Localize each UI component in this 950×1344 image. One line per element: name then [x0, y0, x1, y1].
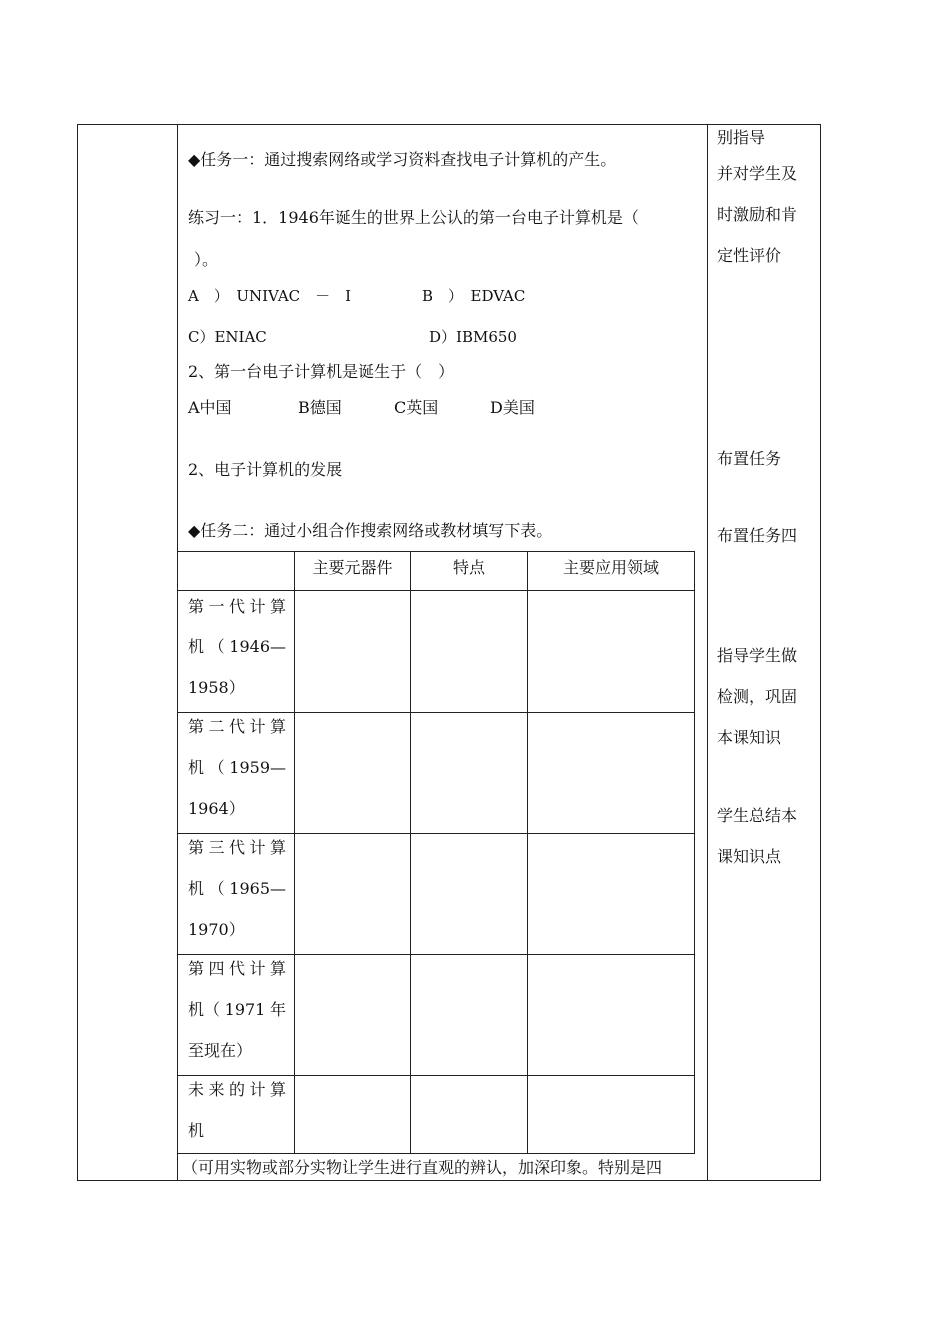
task2-heading: ◆任务二：通过小组合作搜索网络或教材填写下表。: [188, 521, 553, 540]
header-features: 特点: [452, 558, 485, 577]
question1-option-b: B ） EDVAC: [422, 287, 526, 305]
row1-line3: 1958）: [188, 678, 245, 697]
inner-table-row-line-4: [178, 954, 695, 955]
inner-table-right: [694, 551, 695, 1154]
right-col-line-6: 布置任务四: [717, 526, 798, 545]
row3-line3: 1970）: [188, 920, 245, 939]
right-col-line-3: 时激励和肯: [717, 205, 798, 224]
question1-option-d: D）IBM650: [429, 328, 517, 346]
question1-option-a: A ） UNIVAC － I: [188, 287, 352, 305]
row3-line2: 机 （ 1965—: [188, 879, 286, 898]
inner-table-row-line-1: [178, 590, 695, 591]
header-applications: 主要应用领域: [562, 558, 659, 577]
footer-note: （可用实物或部分实物让学生进行直观的辨认，加深印象。特别是四: [182, 1158, 663, 1177]
inner-table-row-line-3: [178, 833, 695, 834]
inner-table-col-line-1: [294, 551, 295, 1154]
question2: 2、第一台电子计算机是诞生于（ ）: [188, 362, 455, 381]
question1-option-c: C）ENIAC: [188, 328, 267, 346]
question1-line2: ）。: [194, 250, 219, 269]
right-col-line-5: 布置任务: [717, 449, 782, 468]
right-col-line-4: 定性评价: [717, 246, 782, 265]
row5-line2: 机: [188, 1121, 205, 1140]
inner-table-row-line-2: [178, 712, 695, 713]
inner-table-col-line-2: [410, 551, 411, 1154]
outer-bottom-border: [77, 1180, 821, 1181]
row2-line2: 机 （ 1959—: [188, 758, 286, 777]
inner-table-row-line-5: [178, 1075, 695, 1076]
task1-heading: ◆任务一：通过搜索网络或学习资料查找电子计算机的产生。: [188, 150, 617, 169]
question2-option-b: B德国: [298, 398, 342, 417]
outer-col-divider-1: [177, 124, 178, 1181]
right-col-line-2: 并对学生及: [717, 164, 798, 183]
row1-line1: 第 一 代 计 算: [188, 597, 286, 616]
row4-line1: 第 四 代 计 算: [188, 959, 286, 978]
right-col-line-8: 检测，巩固: [717, 687, 798, 706]
inner-table-col-line-3: [527, 551, 528, 1154]
question1-line1: 练习一：1．1946年诞生的世界上公认的第一台电子计算机是（: [188, 208, 639, 227]
section2-heading: 2、电子计算机的发展: [188, 460, 343, 479]
header-components: 主要元器件: [312, 558, 393, 577]
row4-line3: 至现在）: [188, 1041, 253, 1060]
inner-table-bottom: [178, 1153, 695, 1154]
right-col-line-1: 别指导: [717, 128, 766, 147]
row5-line1: 未 来 的 计 算: [188, 1080, 286, 1099]
row2-line3: 1964）: [188, 799, 245, 818]
right-col-line-10: 学生总结本: [717, 806, 798, 825]
outer-col-divider-2: [707, 124, 708, 1181]
inner-table-top: [178, 551, 695, 552]
outer-left-border: [77, 124, 78, 1181]
row3-line1: 第 三 代 计 算: [188, 838, 286, 857]
question2-option-a: A中国: [188, 398, 232, 417]
right-col-line-7: 指导学生做: [717, 646, 798, 665]
question2-option-d: D美国: [490, 398, 535, 417]
outer-top-border: [77, 124, 821, 125]
row2-line1: 第 二 代 计 算: [188, 717, 286, 736]
right-col-line-9: 本课知识: [717, 728, 782, 747]
question2-option-c: C英国: [394, 398, 439, 417]
outer-right-border: [820, 124, 821, 1181]
right-col-line-11: 课知识点: [717, 847, 782, 866]
row4-line2: 机（ 1971 年: [188, 1000, 286, 1019]
row1-line2: 机 （ 1946—: [188, 637, 286, 656]
